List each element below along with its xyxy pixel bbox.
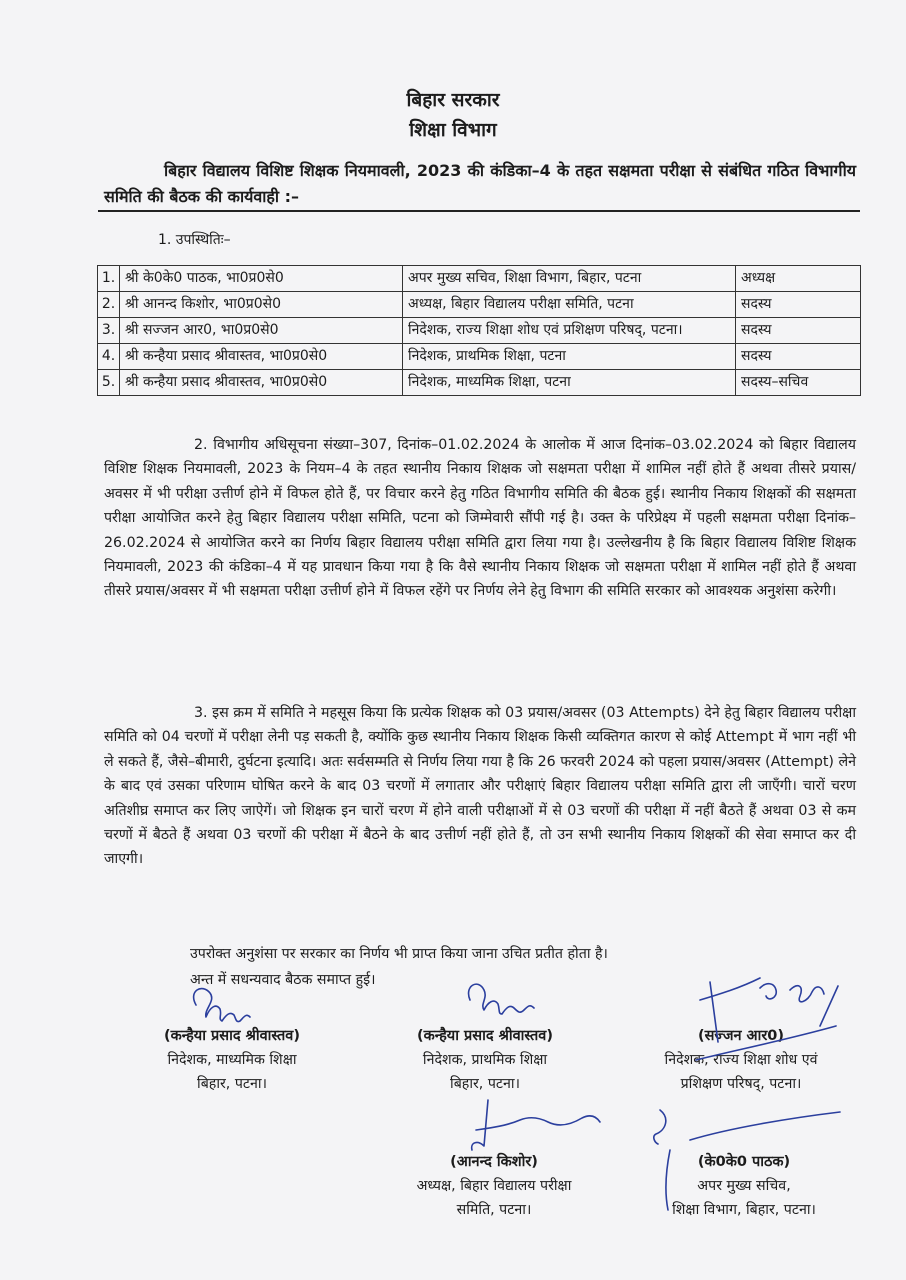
signatory-name: (कन्हैया प्रसाद श्रीवास्तव) [164,1028,300,1044]
signature-secondary-director [194,989,250,1022]
member-name: श्री के0के0 पाठक, भा0प्र0से0 [120,266,403,292]
member-role: सदस्य [736,318,861,344]
row-number: 5. [98,370,120,396]
member-role: सदस्य [736,292,861,318]
department-heading: शिक्षा विभाग [409,119,497,141]
subject-underline [98,210,860,212]
signatory-name: (कन्हैया प्रसाद श्रीवास्तव) [417,1028,553,1044]
signatory-acs [634,1150,854,1222]
signatory-location: बिहार, पटना। [197,1076,267,1092]
member-name: श्री सज्जन आर0, भा0प्र0से0 [120,318,403,344]
member-role: सदस्य–सचिव [736,370,861,396]
paragraph-2: 2. विभागीय अधिसूचना संख्या–307, दिनांक–01.02.2024 के आलोक में आज दिनांक–03.02.2024 को बिहार विद्यालय विशिष्ट शिक्षक नियमावली, 2023 के नियम–4 के तहत स्थानीय निकाय शिक्षक जो सक्षमता परीक्षा में शामिल नहीं होते हैं अथवा तीसरे प्रयास/अवसर में भी परीक्षा उत्तीर्ण होने में विफल होते हैं, पर विचार करने हेतु गठित विभागीय समिति की बैठक हुई। स्थानीय निकाय शिक्षकों की सक्षमता परीक्षा आयोजित करने हेतु बिहार विद्यालय परीक्षा समिति, पटना को जिम्मेवारी सौंपी गई है। उक्त के परिप्रेक्ष्य में पहली सक्षमता परीक्षा दिनांक–26.02.2024 से आयोजित करने का निर्णय बिहार विद्यालय परीक्षा समिति द्वारा लिया गया है। उल्लेखनीय है कि बिहार विद्यालय विशिष्ट शिक्षक नियमावली, 2023 की कंडिका–4 में यह प्रावधान किया गया है कि वैसे स्थानीय निकाय शिक्षक जो सक्षमता परीक्षा में शामिल नहीं होते हैं अथवा तीसरे प्रयास/अवसर में भी सक्षमता परीक्षा उत्तीर्ण होने में विफल रहेंगे पर निर्णय लेने हेतु विभाग की समिति सरकार को आवश्यक अनुशंसा करेगी। [104,437,856,600]
member-name: श्री आनन्द किशोर, भा0प्र0से0 [120,292,403,318]
row-number: 2. [98,292,120,318]
member-role: अध्यक्ष [736,266,861,292]
signature-primary-director [469,984,534,1014]
signatory-bseb-chairman [374,1150,614,1222]
member-designation: अपर मुख्य सचिव, शिक्षा विभाग, बिहार, पटना [403,266,736,292]
table-row [98,344,861,370]
signatory-designation: अध्यक्ष, बिहार विद्यालय परीक्षा [416,1178,572,1194]
signatory-name: (सज्जन आर0) [697,1028,785,1044]
member-designation: निदेशक, माध्यमिक शिक्षा, पटना [403,370,736,396]
subject-line: बिहार विद्यालय विशिष्ट शिक्षक नियमावली, 2023 की कंडिका–4 के तहत सक्षमता परीक्षा से संबंधित गठित विभागीय समिति की बैठक की कार्यवाही :– [104,161,856,206]
member-name: श्री कन्हैया प्रसाद श्रीवास्तव, भा0प्र0से0 [120,370,403,396]
signatory-primary-director [380,1024,590,1096]
member-designation: निदेशक, राज्य शिक्षा शोध एवं प्रशिक्षण परिषद्, पटना। [403,318,736,344]
signatory-name: (के0के0 पाठक) [697,1154,791,1170]
signatory-scert-director [626,1024,856,1096]
signatory-secondary-director [122,1024,342,1096]
government-heading: बिहार सरकार [406,89,500,111]
table-row [98,292,861,318]
signature-bseb-chairman [472,1100,600,1150]
row-number: 4. [98,344,120,370]
attendance-table [97,265,861,396]
attendance-heading: 1. उपस्थितिः– [158,232,231,248]
table-row [98,370,861,396]
member-designation: निदेशक, प्राथमिक शिक्षा, पटना [403,344,736,370]
signatory-location: प्रशिक्षण परिषद्, पटना। [680,1076,802,1092]
member-role: सदस्य [736,344,861,370]
row-number: 1. [98,266,120,292]
signatory-designation: निदेशक, प्राथमिक शिक्षा [422,1052,548,1068]
table-row [98,266,861,292]
signatory-location: बिहार, पटना। [450,1076,520,1092]
paragraph-3: 3. इस क्रम में समिति ने महसूस किया कि प्रत्येक शिक्षक को 03 प्रयास/अवसर (03 Attempts) देने हेतु बिहार विद्यालय परीक्षा समिति को 04 चरणों में परीक्षा लेनी पड़ सकती है, क्योंकि कुछ स्थानीय निकाय शिक्षक किसी व्यक्तिगत कारण से कोई Attempt में भाग नहीं भी ले सकते हैं, जैसे–बीमारी, दुर्घटना इत्यादि। अतः सर्वसम्मति से निर्णय लिया गया है कि 26 फरवरी 2024 को पहला प्रयास/अवसर (Attempt) लेने के बाद एवं उसका परिणाम घोषित करने के बाद 03 चरणों में लगातार और परीक्षाएं बिहार विद्यालय परीक्षा समिति द्वारा ली जाएँगी। चारों चरण अतिशीघ्र समाप्त कर लिए जाऐगें। जो शिक्षक इन चारों चरण में होने वाली परीक्षाओं में से 03 चरणों की परीक्षा में नहीं बैठते हैं अथवा 03 से कम चरणों में बैठते हैं अथवा 03 चरणों की परीक्षा में बैठने के बाद उत्तीर्ण नहीं होते हैं, तो उन सभी स्थानीय निकाय शिक्षकों की सेवा समाप्त कर दी जाएगी। [104,705,856,868]
recommendation-line: उपरोक्त अनुशंसा पर सरकार का निर्णय भी प्राप्त किया जाना उचित प्रतीत होता है। [190,946,608,962]
signatory-designation: अपर मुख्य सचिव, [697,1178,791,1194]
signatory-designation: निदेशक, माध्यमिक शिक्षा [167,1052,297,1068]
member-designation: अध्यक्ष, बिहार विद्यालय परीक्षा समिति, पटना [403,292,736,318]
row-number: 3. [98,318,120,344]
signatory-location: शिक्षा विभाग, बिहार, पटना। [672,1202,816,1218]
signatory-location: समिति, पटना। [456,1202,532,1218]
closing-line: अन्त में सधन्यवाद बैठक समाप्त हुई। [190,972,376,988]
signatory-name: (आनन्द किशोर) [450,1154,538,1170]
signatory-designation: निदेशक, राज्य शिक्षा शोध एवं [664,1052,818,1068]
table-row [98,318,861,344]
member-name: श्री कन्हैया प्रसाद श्रीवास्तव, भा0प्र0से0 [120,344,403,370]
